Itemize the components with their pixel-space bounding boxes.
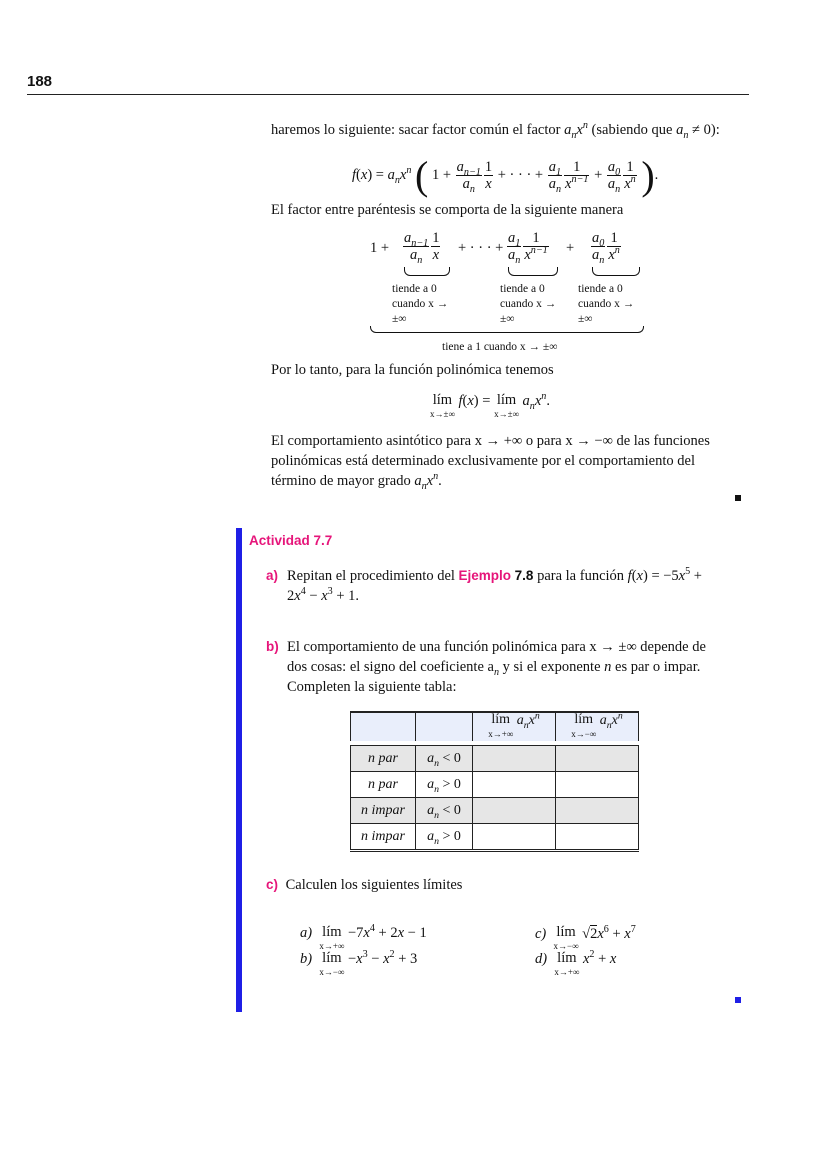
intro-paragraph: haremos lo siguiente: sacar factor común el factor $a_nx^n$ (sabiendo que $a_n \ne 0$): <box>271 120 720 141</box>
activity-end-mark <box>735 997 741 1003</box>
underbrace-whole-label: tiene a 1 cuando x → ±∞ <box>442 341 558 353</box>
sentence-asymptotic: El comportamiento asintótico para x → +∞ o para x → −∞ de las funciones polinómicas está determinado exclusivamente por el comportamiento del término de mayor grado $a_nx^n$. <box>271 433 710 492</box>
limit-d: d) lím x→+∞ $x^2 + x$ <box>535 949 617 977</box>
activity-side-bar <box>236 528 242 1012</box>
brace-diagram: 1 + $\frac{a_{n-1}}{a_n}$ $\frac{1}{x}$ + · · · + $\frac{a_1}{a_n}$ $\frac{1}{x^{n-1}}$ + $\frac{a_0}{a_n}$ $\frac{1}{x^n}$ tiende a 0 cuando x → ±∞ tiende a 0 cuando x → ±∞ tiende a 0 cuando x → ±∞ tiene a 1 cuando x → ±∞ <box>370 230 650 355</box>
sentence-factor-behaviour: El factor entre paréntesis se comporta de la siguiente manera <box>271 202 624 218</box>
activity-item-c: c) Calculen los siguientes límites <box>266 877 463 893</box>
underbrace-label-2: tiende a 0 cuando x → ±∞ <box>500 283 557 325</box>
table-row: n par $a_n < 0$ <box>351 746 639 772</box>
table-row: n par $a_n > 0$ <box>351 772 639 798</box>
example-link[interactable]: Ejemplo <box>458 568 512 583</box>
limit-b: b) lím x→−∞ $-x^3 - x^2 + 3$ <box>300 949 418 977</box>
limits-table: lím x→+∞ $a_nx^n$ lím x→−∞ $a_nx^n$ n par $a_n < 0$ n par $a_n > 0$ n impar $a_n < 0$ n impar $a_n > 0$ <box>350 711 639 852</box>
end-of-proof-mark <box>735 495 741 501</box>
underbrace-whole <box>370 326 644 333</box>
activity-item-b: b) El comportamiento de una función polinómica para x → ±∞ depende de dos cosas: el signo del coeficiente $a_n$ y si el exponente n es par o impar. Completen la siguiente tabla: <box>266 639 706 695</box>
page-number: 188 <box>27 73 53 90</box>
limit-c: c) lím x→−∞ $√2x^6 + x^7$ <box>535 924 636 951</box>
sentence-therefore: Por lo tanto, para la función polinómica tenemos <box>271 362 554 378</box>
activity-title: Actividad 7.7 <box>249 533 333 548</box>
underbrace-3 <box>592 267 640 276</box>
equation-factored: $f(x) = a_nx^n$ ( 1 + $\frac{a_{n-1}}{a_n}$ $\frac{1}{x}$ + · · · + $\frac{a_1}{a_n}$ $\frac{1}{x^{n-1}}$ + $\frac{a_0}{a_n}$ $\frac{1}{x^n}$ ). <box>352 153 659 198</box>
limit-a: a) lím x→+∞ $-7x^4 + 2x - 1$ <box>300 923 427 951</box>
underbrace-2 <box>508 267 558 276</box>
underbrace-label-1: tiende a 0 cuando x → ±∞ <box>392 283 449 325</box>
header-rule <box>27 94 749 95</box>
table-row: n impar $a_n > 0$ <box>351 824 639 851</box>
activity-item-a: a) Repitan el procedimiento del Ejemplo 7.8 para la función $f(x) = -5x^5$ + $2x^4 - x^3 + 1$. <box>266 566 702 604</box>
equation-limit: lím x→±∞ f(x) = lím x→±∞ $a_nx^n$. <box>430 391 550 419</box>
underbrace-label-3: tiende a 0 cuando x → ±∞ <box>578 283 635 325</box>
table-row: n impar $a_n < 0$ <box>351 798 639 824</box>
underbrace-1 <box>404 267 450 276</box>
